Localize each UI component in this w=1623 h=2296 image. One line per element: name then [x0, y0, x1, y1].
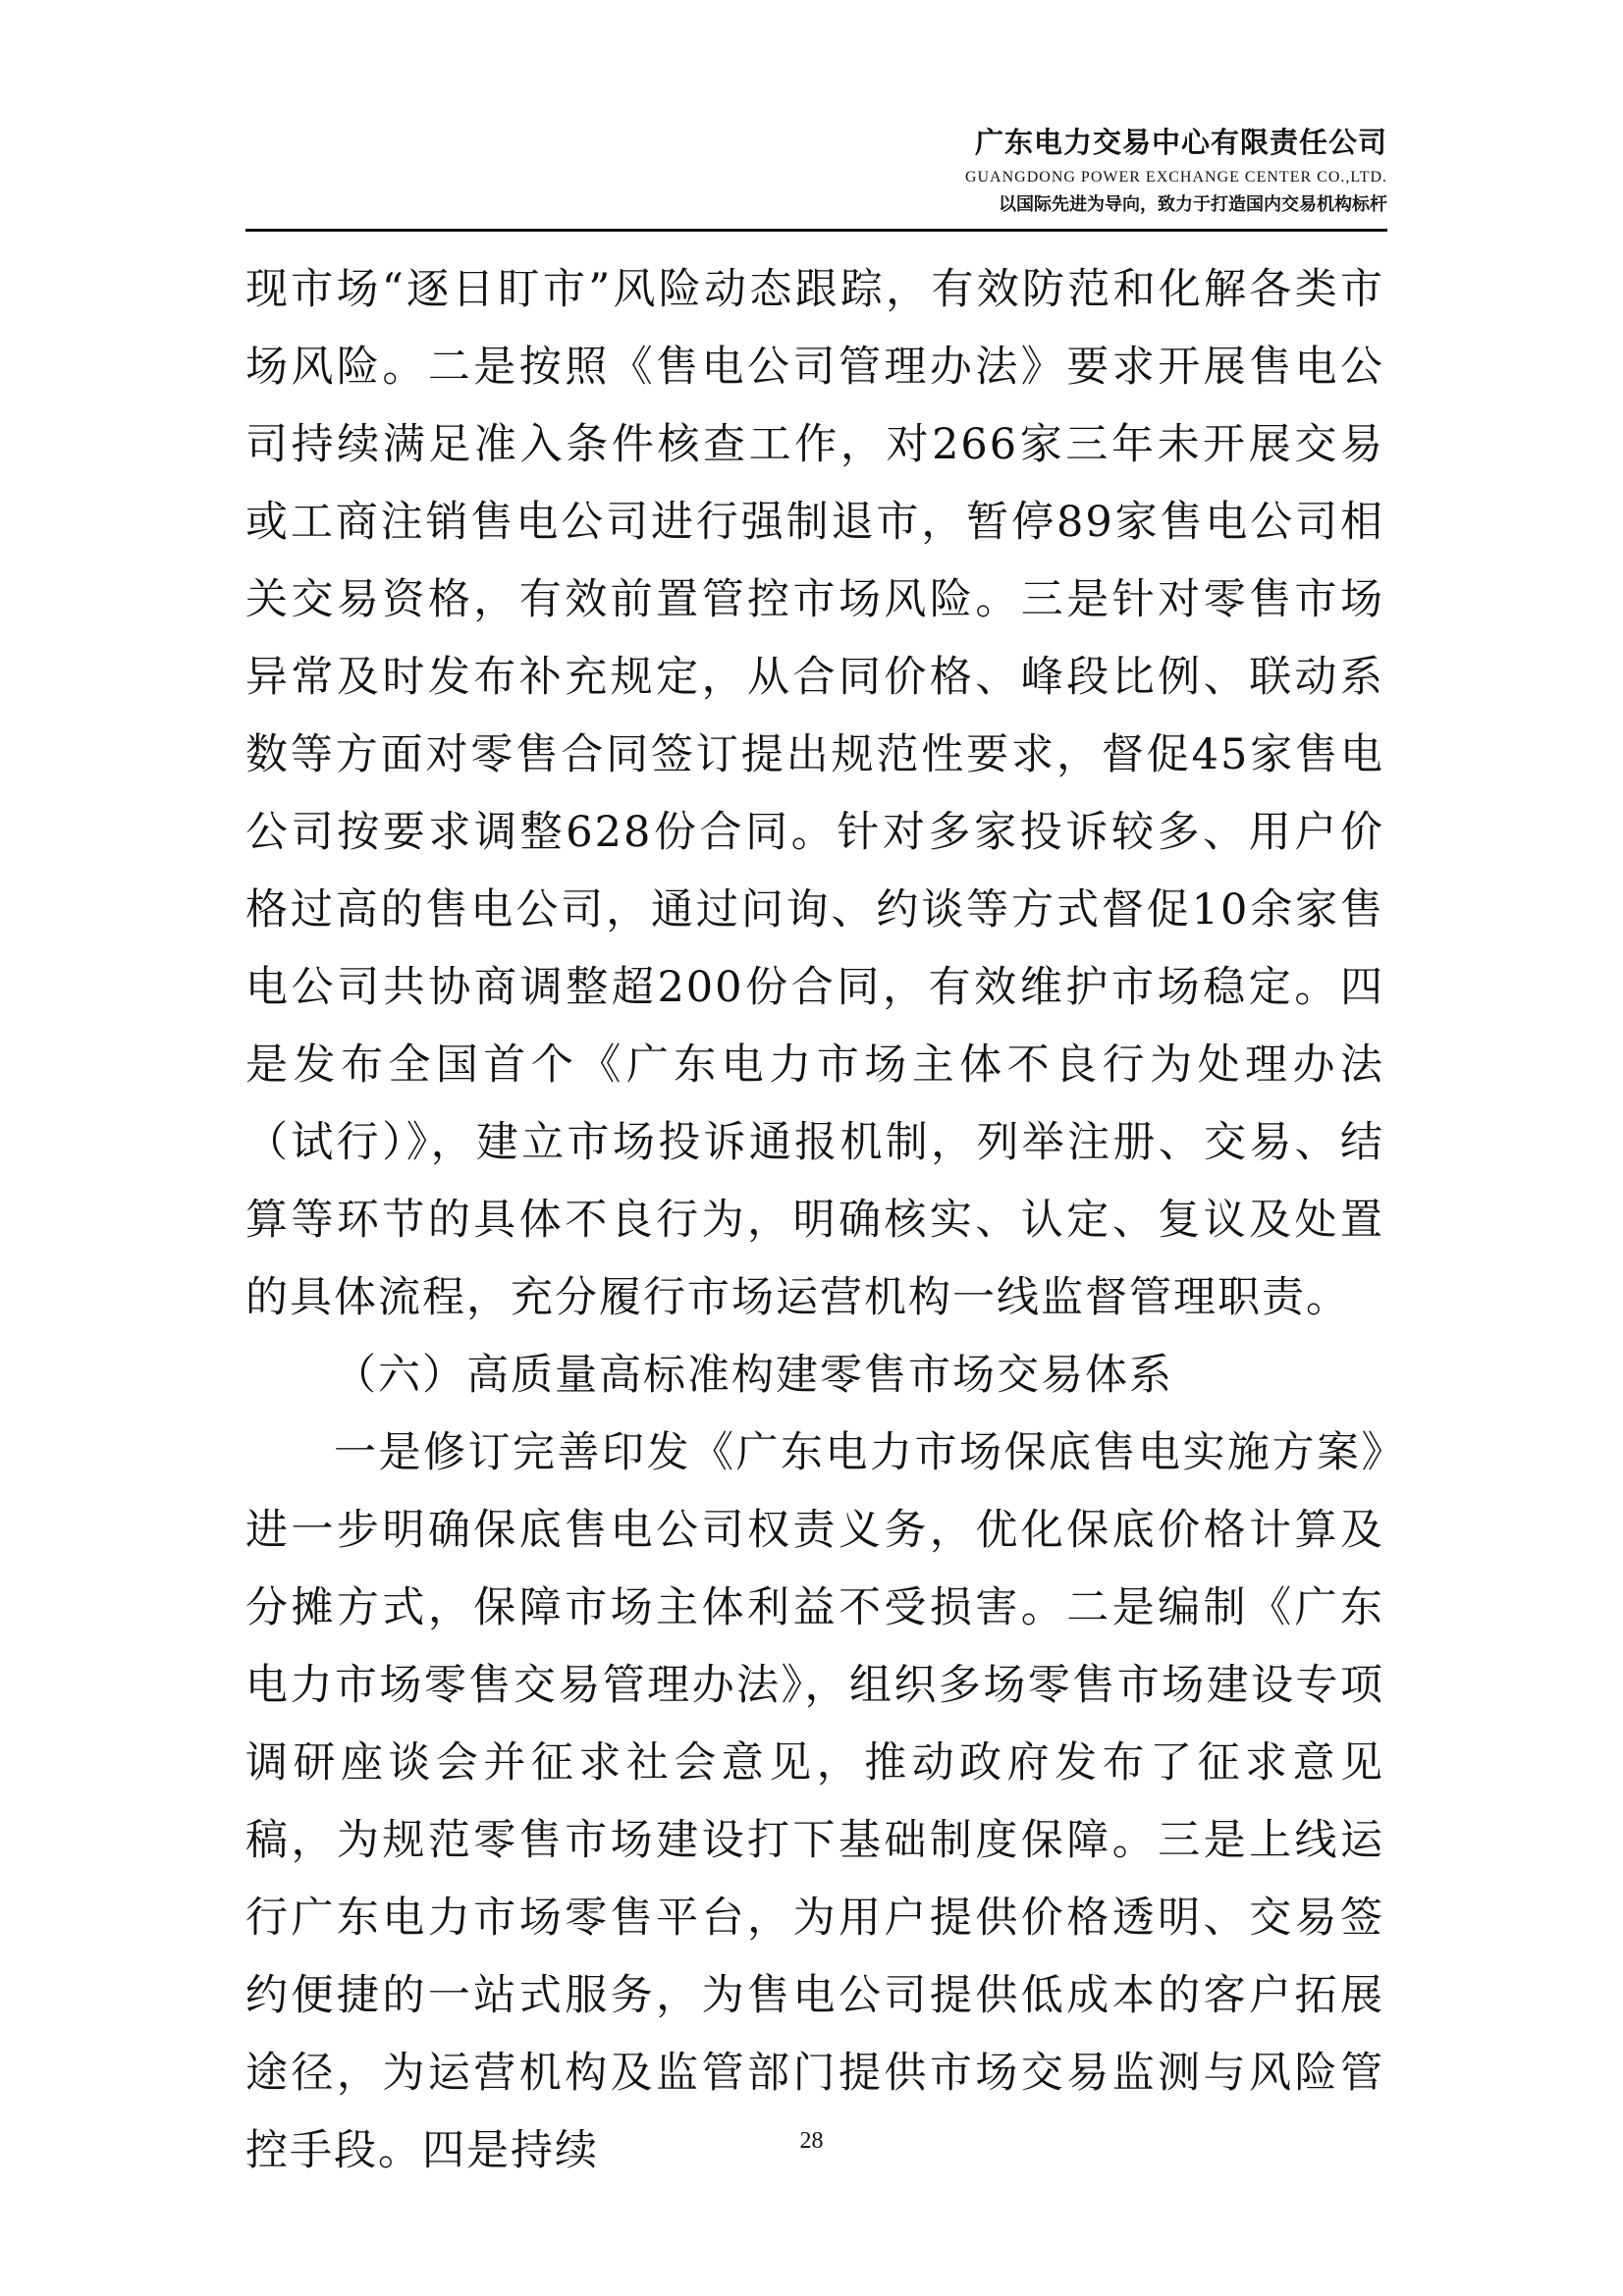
document-body [245, 251, 1384, 2190]
company-slogan: 以国际先进为导向，致力于打造国内交易机构标杆 [999, 194, 1387, 215]
section-heading: （六）高质量高标准构建零售市场交易体系 [334, 1351, 1173, 1400]
header-divider [245, 229, 1387, 232]
company-name-en: GUANGDONG POWER EXCHANGE CENTER CO.,LTD. [964, 169, 1387, 186]
page-header [245, 123, 1387, 219]
page-number: 28 [799, 2128, 824, 2154]
body-paragraph-continued: 现市场“逐日盯市”风险动态跟踪，有效防范和化解各类市场风险。二是按照《售电公司管理办法》要求开展售电公司持续满足准入条件核查工作，对266家三年未开展交易或工商注销售电公司进行强制退市，暂停89家售电公司相关交易资格，有效前置管控市场风险。三是针对零售市场异常及时发布补充规定，从合同价格、峰段比例、联动系数等方面对零售合同签订提出规范性要求，督促45家售电公司按要求调整628份合同。针对多家投诉较多、用户价格过高的售电公司，通过问询、约谈等方式督促10余家售电公司共协商调整超200份合同，有效维护市场稳定。四是发布全国首个《广东电力市场主体不良行为处理办法（试行）》，建立市场投诉通报机制，列举注册、交易、结算等环节的具体不良行为，明确核实、认定、复议及处置的具体流程，充分履行市场运营机构一线监督管理职责。 [245, 265, 1384, 1322]
company-name-cn: 广东电力交易中心有限责任公司 [974, 126, 1387, 159]
body-paragraph: 一是修订完善印发《广东电力市场保底售电实施方案》进一步明确保底售电公司权责义务，优化保底价格计算及分摊方式，保障市场主体利益不受损害。二是编制《广东电力市场零售交易管理办法》，组织多场零售市场建设专项调研座谈会并征求社会意见，推动政府发布了征求意见稿，为规范零售市场建设打下基础制度保障。三是上线运行广东电力市场零售平台，为用户提供价格透明、交易签约便捷的一站式服务，为售电公司提供低成本的客户拓展途径，为运营机构及监管部门提供市场交易监测与风险管控手段。四是持续 [245, 1428, 1384, 2175]
